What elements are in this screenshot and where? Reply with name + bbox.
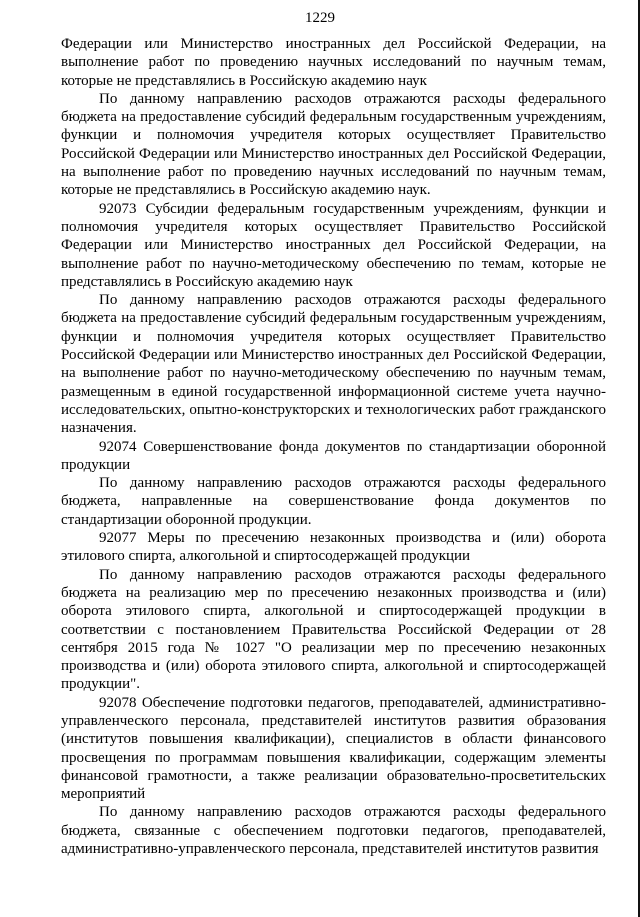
paragraph-1: Федерации или Министерство иностранных дел Российской Федерации, на выполнение работ по проведению научных исследований по научным темам, которые не представлялись в Российскую академию наук	[61, 36, 606, 89]
page-number: 1229	[305, 10, 335, 26]
paragraph-4: По данному направлению расходов отражаются расходы федерального бюджета на предоставление субсидий федеральным государственным учреждениям, функции и полномочия учредителя которых осуществляет Правительство Российской Федерации или Министерство иностранных дел Российской Федерации, на выполнение работ по научно-методическому обеспечению по научным темам, размещенным в единой государственной информационной системе учета научно-исследовательских, опытно-конструкторских и технологических работ гражданского назначения.	[61, 292, 606, 437]
paragraph-3: 92073 Субсидии федеральным государственным учреждениям, функции и полномочия учредителя которых осуществляет Правительство Российской Федерации или Министерство иностранных дел Российской Федерации, на выполнение работ по научно-методическому обеспечению по темам, которые не представлялись в Российскую академию наук	[61, 200, 606, 290]
paragraph-9: 92078 Обеспечение подготовки педагогов, преподавателей, административно-управленческого персонала, представителей институтов развития образования (институтов повышения квалификации), специалистов в области финансового просвещения по программам повышения квалификации, содержащим элементы финансовой грамотности, а также реализации образовательно-просветительских мероприятий	[61, 694, 606, 803]
paragraph-7: 92077 Меры по пресечению незаконных производства и (или) оборота этилового спирта, алкогольной и спиртосодержащей продукции	[61, 530, 606, 565]
paragraph-5: 92074 Совершенствование фонда документов по стандартизации оборонной продукции	[61, 438, 606, 473]
paragraph-8: По данному направлению расходов отражаются расходы федерального бюджета на реализацию мер по пресечению незаконных производства и (или) оборота этилового спирта, алкогольной и спиртосодержащей продукции в соответствии с постановлением Правительства Российской Федерации от 28 сентября 2015 года № 1027 "О реализации мер по пресечению незаконных производства и (или) оборота этилового спирта, алкогольной и спиртосодержащей продукции".	[61, 566, 606, 693]
paragraph-10: По данному направлению расходов отражаются расходы федерального бюджета, связанные с обеспечением подготовки педагогов, преподавателей, административно-управленческого персонала, представителей институтов развития	[61, 804, 606, 858]
paragraph-6: По данному направлению расходов отражаются расходы федерального бюджета, направленные на совершенствование фонда документов по стандартизации оборонной продукции.	[61, 475, 606, 528]
document-body	[61, 35, 606, 858]
paragraph-2: По данному направлению расходов отражаются расходы федерального бюджета на предоставление субсидий федеральным государственным учреждениям, функции и полномочия учредителя которых осуществляет Правительство Российской Федерации или Министерство иностранных дел Российской Федерации, на выполнение работ по проведению научных исследований по научным темам, которые не представлялись в Российскую академию наук.	[61, 90, 606, 199]
